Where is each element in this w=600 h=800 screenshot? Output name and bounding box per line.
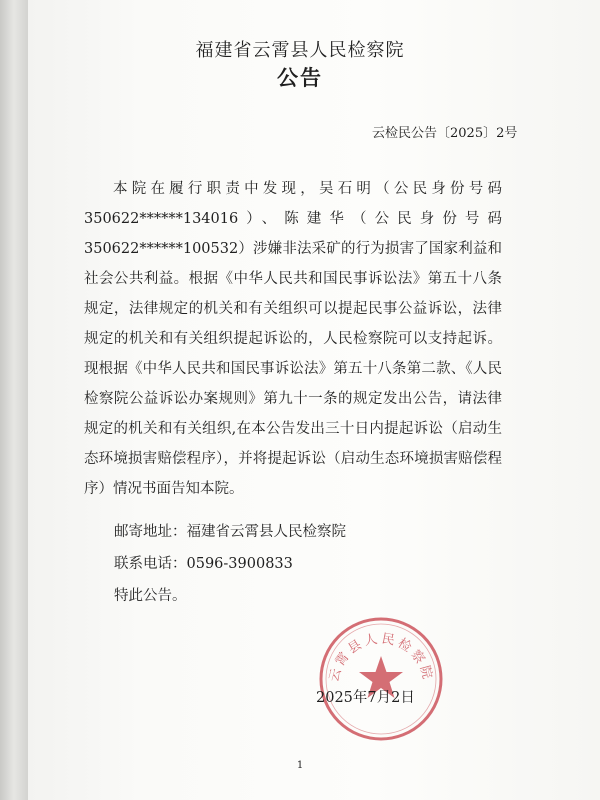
page-stack-edge: [0, 0, 28, 800]
mailing-address: 邮寄地址：福建省云霄县人民检察院: [114, 524, 346, 540]
contact-phone: 联系电话：0596-3900833: [114, 556, 293, 572]
document-number: 云检民公告〔2025〕2号: [372, 126, 518, 141]
agency-name: 福建省云霄县人民检察院: [195, 40, 405, 61]
seal-text: 云霄县人民检察院: [326, 631, 436, 684]
notice-date: 2025年7月2日: [316, 690, 415, 706]
page-number: 1: [296, 760, 304, 771]
notice-body: 本院在履行职责中发现，吴石明（公民身份号码350622******134016）、陈建华（公民身份号码350622******100532）涉嫌非法采矿的行为损害了国家利益和社会公共利益。根据《中华人民共和国民事诉讼法》第五十八条规定，法律规定的机关和有关组织可以提起民事公益诉讼，法律规定的机关和有关组织提起诉讼的，人民检察院可以支持起诉。现根据《中华人民共和国民事诉讼法》第五十八条第二款、《人民检察院公益诉讼办案规则》第九十一条的规定发出公告，请法律规定的机关和有关组织,在本公告发出三十日内提起诉讼（启动生态环境损害赔偿程序），并将提起诉讼（启动生态环境损害赔偿程序）情况书面告知本院。: [84, 181, 502, 497]
notice-title: 公告: [277, 65, 323, 90]
official-seal-icon: [316, 614, 446, 744]
closing-line: 特此公告。: [114, 588, 187, 604]
